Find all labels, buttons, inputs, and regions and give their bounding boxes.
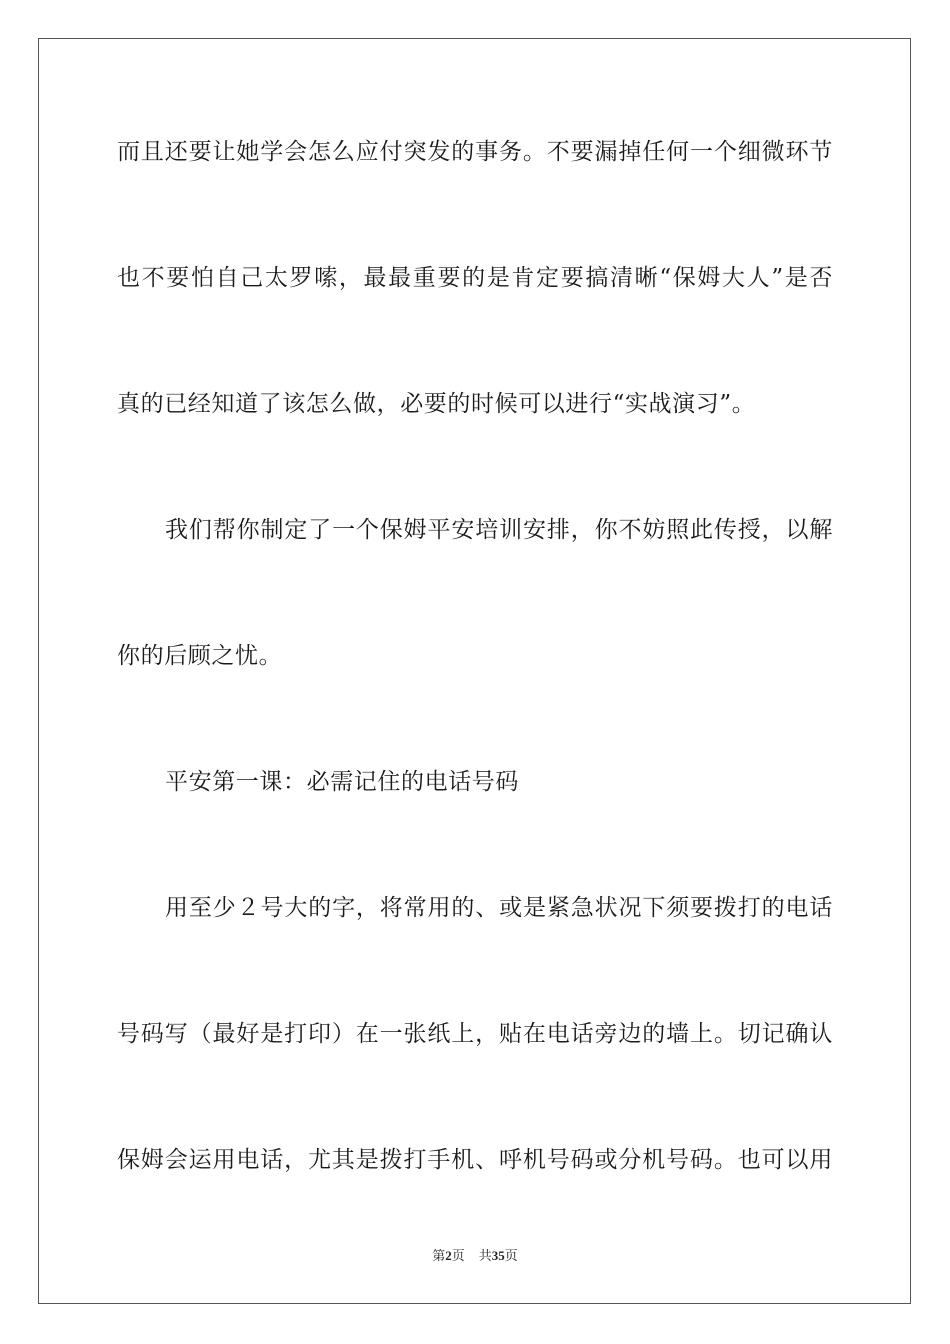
page-number: 2 xyxy=(445,1248,452,1263)
paragraph-line-5: 你的后顾之忧。 xyxy=(117,643,283,669)
page-suffix: 页 xyxy=(451,1248,465,1263)
paragraph-line-8: 号码写（最好是打印）在一张纸上，贴在电话旁边的墙上。切记确认 xyxy=(117,1021,833,1047)
section-heading: 平安第一课：必需记住的电话号码 xyxy=(165,769,519,795)
paragraph-line-2: 也不要怕自己太罗嗦，最最重要的是肯定要搞清晰“保姆大人”是否 xyxy=(117,265,833,291)
paragraph-line-9: 保姆会运用电话，尤其是拨打手机、呼机号码或分机号码。也可以用 xyxy=(117,1147,833,1173)
paragraph-line-4: 我们帮你制定了一个保姆平安培训安排，你不妨照此传授，以解 xyxy=(165,517,833,543)
paragraph-line-7: 用至少２号大的字，将常用的、或是紧急状况下须要拨打的电话 xyxy=(165,895,833,921)
paragraph-line-1: 而且还要让她学会怎么应付突发的事务。不要漏掉任何一个细微环节 xyxy=(117,139,833,165)
total-suffix: 页 xyxy=(504,1248,518,1263)
paragraph-line-3: 真的已经知道了该怎么做，必要的时候可以进行“实战演习”。 xyxy=(117,391,756,417)
total-prefix: 共 xyxy=(478,1248,492,1263)
total-pages: 35 xyxy=(491,1248,505,1263)
page-footer xyxy=(0,1248,950,1264)
page-prefix: 第 xyxy=(432,1248,446,1263)
page-border xyxy=(38,38,911,1304)
